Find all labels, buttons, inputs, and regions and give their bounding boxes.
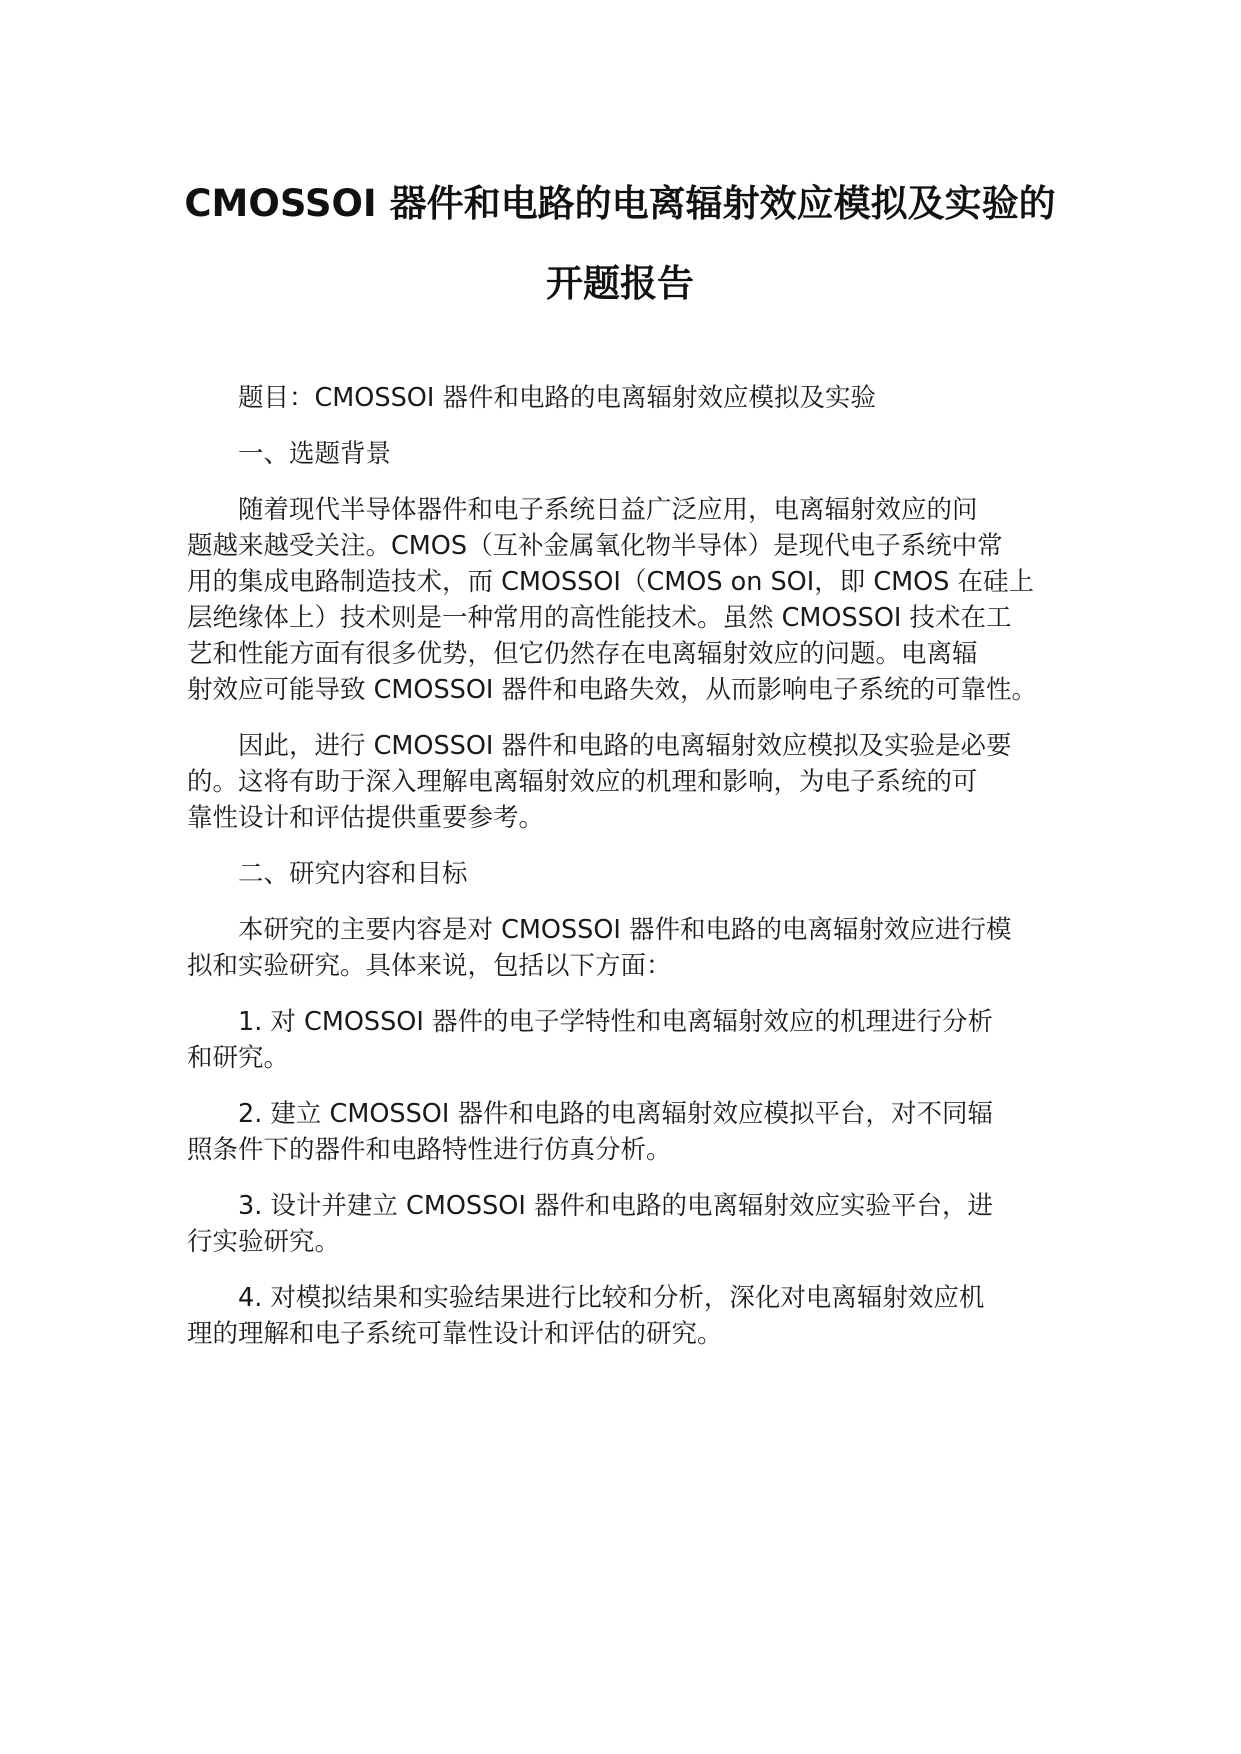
- paragraph-line: 本研究的主要内容是对 CMOSSOI 器件和电路的电离辐射效应进行模: [238, 915, 1012, 945]
- subject-line: [187, 378, 1075, 414]
- section-heading-text: 一、选题背景: [238, 439, 392, 469]
- section-heading-text: 二、研究内容和目标: [238, 859, 468, 889]
- paragraph-background-1: [187, 490, 1075, 706]
- paragraph-line: 射效应可能导致 CMOSSOI 器件和电路失效，从而影响电子系统的可靠性。: [187, 675, 1038, 705]
- section-heading-background: [187, 434, 1075, 470]
- paragraph-line: 用的集成电路制造技术，而 CMOSSOI（CMOS on SOI，即 CMOS 在硅上: [187, 567, 1035, 597]
- list-item-4: [187, 1278, 1075, 1350]
- list-item-3: [187, 1186, 1075, 1258]
- list-item-2: [187, 1094, 1075, 1166]
- list-item-line: 和研究。: [187, 1043, 290, 1073]
- paragraph-background-2: [187, 726, 1075, 834]
- section-heading-content: [187, 854, 1075, 890]
- paragraph-line: 层绝缘体上）技术则是一种常用的高性能技术。虽然 CMOSSOI 技术在工: [187, 603, 1012, 633]
- paragraph-line: 的。这将有助于深入理解电离辐射效应的机理和影响，为电子系统的可: [187, 767, 978, 797]
- paragraph-content-intro: [187, 910, 1075, 982]
- list-item-line: 3. 设计并建立 CMOSSOI 器件和电路的电离辐射效应实验平台，进: [238, 1191, 993, 1221]
- list-item-line: 行实验研究。: [187, 1227, 341, 1257]
- paragraph-line: 靠性设计和评估提供重要参考。: [187, 803, 545, 833]
- document-title-line-2: 开题报告: [546, 262, 694, 305]
- list-item-line: 4. 对模拟结果和实验结果进行比较和分析，深化对电离辐射效应机: [238, 1283, 985, 1313]
- paragraph-line: 拟和实验研究。具体来说，包括以下方面：: [187, 951, 672, 981]
- list-item-line: 理的理解和电子系统可靠性设计和评估的研究。: [187, 1319, 723, 1349]
- paragraph-line: 艺和性能方面有很多优势，但它仍然存在电离辐射效应的问题。电离辐: [187, 639, 978, 669]
- paragraph-line: 题越来越受关注。CMOS（互补金属氧化物半导体）是现代电子系统中常: [187, 531, 1003, 561]
- list-item-line: 照条件下的器件和电路特性进行仿真分析。: [187, 1135, 672, 1165]
- list-item-1: [187, 1002, 1075, 1074]
- document-body: [187, 378, 1075, 1350]
- list-item-line: 2. 建立 CMOSSOI 器件和电路的电离辐射效应模拟平台，对不同辐: [238, 1099, 993, 1129]
- paragraph-line: 因此，进行 CMOSSOI 器件和电路的电离辐射效应模拟及实验是必要: [238, 731, 1012, 761]
- document-title-line-1: CMOSSOI 器件和电路的电离辐射效应模拟及实验的: [184, 182, 1056, 225]
- paragraph-line: 随着现代半导体器件和电子系统日益广泛应用，电离辐射效应的问: [238, 495, 978, 525]
- list-item-line: 1. 对 CMOSSOI 器件的电子学特性和电离辐射效应的机理进行分析: [238, 1007, 993, 1037]
- subject-text: 题目：CMOSSOI 器件和电路的电离辐射效应模拟及实验: [238, 383, 876, 413]
